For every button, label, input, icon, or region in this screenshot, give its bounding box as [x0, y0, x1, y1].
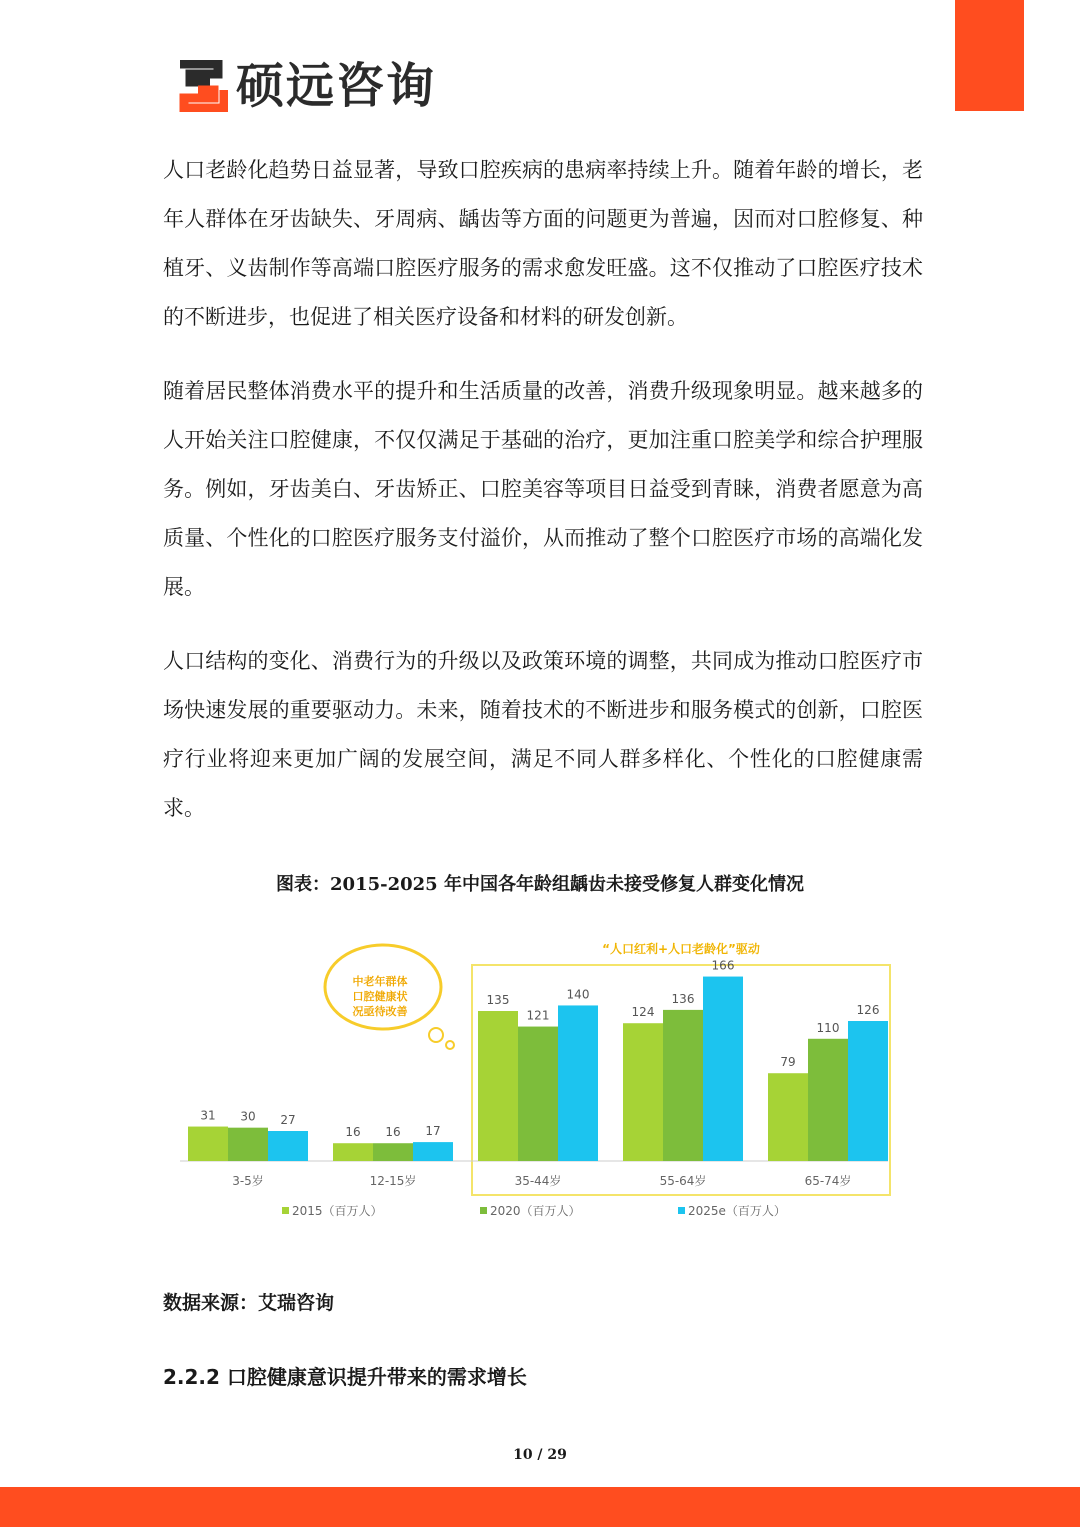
bar-1-2 — [413, 1142, 453, 1161]
data-label-4-0: 79 — [780, 1055, 796, 1070]
caries-bar-chart — [170, 925, 900, 1230]
paragraph-1: 人口老龄化趋势日益显著，导致口腔疾病的患病率持续上升。随着年龄的增长，老年人群体在牙齿缺失、牙周病、龋齿等方面的问题更为普遍，因而对口腔修复、种植牙、义齿制作等高端口腔医疗服务的需求愈发旺盛。这不仅推动了口腔医疗技术的不断进步，也促进了相关医疗设备和材料的研发创新。 — [163, 158, 923, 329]
paragraph-3: 人口结构的变化、消费行为的升级以及政策环境的调整，共同成为推动口腔医疗市场快速发展的重要驱动力。未来，随着技术的不断进步和服务模式的创新，口腔医疗行业将迎来更加广阔的发展空间，满足不同人群多样化、个性化的口腔健康需求。 — [163, 649, 923, 820]
logo-mark-icon — [176, 60, 228, 112]
brand-logo — [176, 58, 436, 114]
category-label-4: 65-74岁 — [804, 1174, 852, 1188]
category-label-3: 55-64岁 — [659, 1174, 707, 1188]
data-label-3-0: 124 — [631, 1005, 655, 1020]
data-label-0-0: 31 — [200, 1108, 216, 1123]
data-label-2-0: 135 — [486, 993, 510, 1007]
data-label-4-2: 126 — [856, 1003, 880, 1017]
data-label-3-1: 136 — [671, 991, 695, 1006]
figure-title: 图表：2015-2025 年中国各年龄组龋齿未接受修复人群变化情况 — [276, 874, 804, 895]
legend-label-0: 2015（百万人） — [292, 1204, 383, 1218]
thought-bubble — [325, 945, 454, 1049]
legend-swatch-0 — [282, 1207, 289, 1214]
legend — [282, 1204, 786, 1218]
legend-swatch-2 — [678, 1207, 685, 1214]
paragraph-2: 随着居民整体消费水平的提升和生活质量的改善，消费升级现象明显。越来越多的人开始关注口腔健康，不仅仅满足于基础的治疗，更加注重口腔美学和综合护理服务。例如，牙齿美白、牙齿矫正、口腔美容等项目日益受到青睐，消费者愿意为高质量、个性化的口腔医疗服务支付溢价，从而推动了整个口腔医疗市场的高端化发展。 — [163, 379, 923, 599]
bar-1-1 — [373, 1143, 413, 1161]
data-label-3-2: 166 — [711, 958, 735, 973]
bar-3-1 — [663, 1010, 703, 1161]
highlight-label: “人口红利+人口老龄化”驱动 — [602, 942, 760, 956]
bar-4-0 — [768, 1073, 808, 1161]
logo-text: 硕远咨询 — [236, 58, 437, 114]
category-label-0: 3-5岁 — [232, 1174, 264, 1188]
data-label-1-2: 17 — [425, 1124, 441, 1139]
page-number: 10 / 29 — [513, 1447, 567, 1463]
data-label-1-0: 16 — [345, 1125, 361, 1140]
data-label-1-1: 16 — [385, 1125, 401, 1140]
bar-3-0 — [623, 1023, 663, 1161]
data-source: 数据来源：艾瑞咨询 — [163, 1292, 335, 1314]
bar-4-2 — [848, 1021, 888, 1161]
legend-label-1: 2020（百万人） — [490, 1204, 581, 1218]
bottom-accent-bar — [0, 1487, 1080, 1527]
bar-0-2 — [268, 1131, 308, 1161]
top-accent-block — [955, 0, 1024, 111]
data-label-2-1: 121 — [526, 1008, 550, 1023]
bar-2-1 — [518, 1027, 558, 1161]
data-label-4-1: 110 — [816, 1020, 840, 1035]
category-label-1: 12-15岁 — [369, 1174, 417, 1188]
category-label-2: 35-44岁 — [514, 1174, 562, 1188]
bubble-line-1: 中老年群体 — [352, 975, 408, 988]
bubble-line-2: 口腔健康状 — [352, 990, 408, 1003]
bubble-line-3: 况亟待改善 — [352, 1005, 408, 1018]
bar-4-1 — [808, 1039, 848, 1161]
bar-2-0 — [478, 1011, 518, 1161]
bars-layer — [188, 959, 888, 1188]
section-heading: 2.2.2 口腔健康意识提升带来的需求增长 — [163, 1365, 527, 1389]
bar-1-0 — [333, 1143, 373, 1161]
bar-0-0 — [188, 1127, 228, 1161]
data-label-2-2: 140 — [566, 987, 590, 1002]
bar-0-1 — [228, 1128, 268, 1161]
legend-label-2: 2025e（百万人） — [688, 1204, 786, 1218]
legend-swatch-1 — [480, 1207, 487, 1214]
data-label-0-2: 27 — [280, 1113, 296, 1127]
data-label-0-1: 30 — [240, 1109, 256, 1124]
bar-3-2 — [703, 977, 743, 1161]
bar-2-2 — [558, 1005, 598, 1161]
